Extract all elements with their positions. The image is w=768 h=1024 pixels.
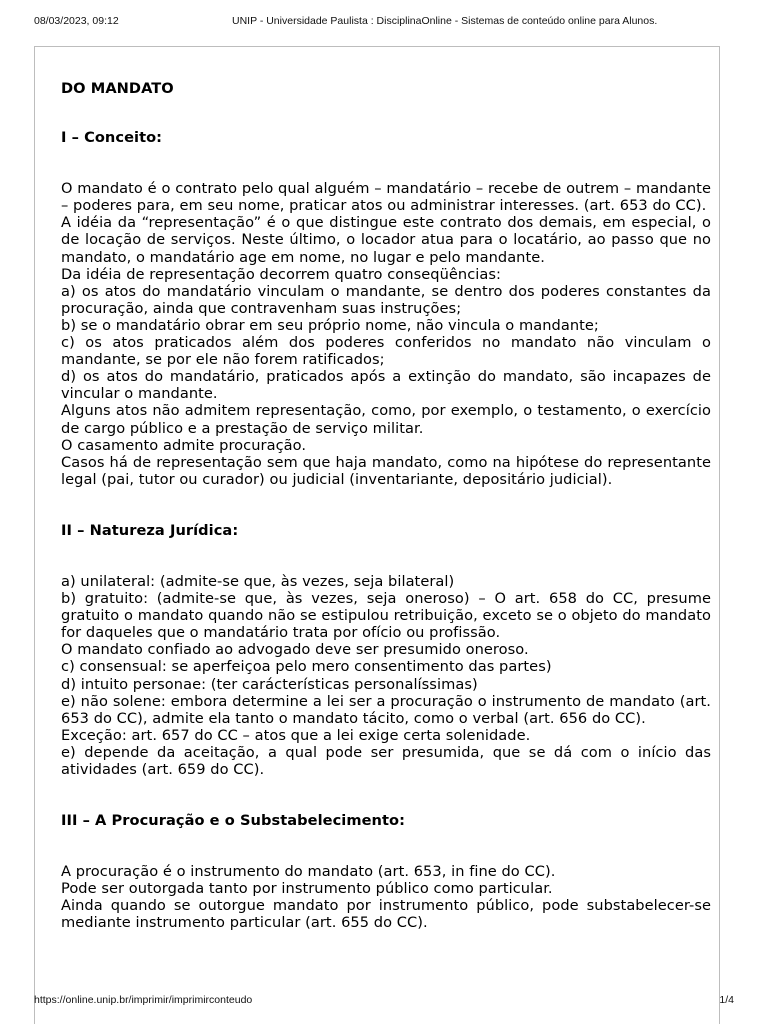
content-frame <box>34 46 720 1024</box>
paragraph: Ainda quando se outorgue mandato por instrumento público, pode substabelecer-se mediante instrumento particular (art. 655 do CC). <box>61 897 711 932</box>
list-item: d) intuito personae: (ter carácterísticas personalíssimas) <box>61 675 478 693</box>
paragraph: Alguns atos não admitem representação, como, por exemplo, o testamento, o exercício de cargo público e a prestação de serviço militar. <box>61 402 711 437</box>
list-item: e) não solene: embora determine a lei ser a procuração o instrumento de mandato (art. 653 do CC), admite ela tanto o mandato tácito, como o verbal (art. 656 do CC). <box>61 692 711 727</box>
paragraph: A procuração é o instrumento do mandato (art. 653, in fine do CC). <box>61 863 556 881</box>
paragraph: O casamento admite procuração. <box>61 436 307 454</box>
paragraph: Exceção: art. 657 do CC – atos que a lei exige certa solenidade. <box>61 726 531 744</box>
list-item: d) os atos do mandatário, praticados após a extinção do mandato, são incapazes de vincular o mandante. <box>61 368 711 403</box>
print-footer <box>34 993 734 1007</box>
section-spacer <box>61 488 711 522</box>
list-item: c) os atos praticados além dos poderes conferidos no mandato não vinculam o mandante, se por ele não forem ratificados; <box>61 334 711 369</box>
print-header <box>34 14 734 28</box>
print-url: https://online.unip.br/imprimir/imprimirconteudo <box>34 994 253 1006</box>
section-heading-procuracao: III – A Procuração e o Substabelecimento: <box>61 812 405 830</box>
paragraph: O mandato confiado ao advogado deve ser presumido oneroso. <box>61 641 529 659</box>
list-item: c) consensual: se aperfeiçoa pelo mero consentimento das partes) <box>61 658 552 676</box>
paragraph: A idéia da “representação” é o que distingue este contrato dos demais, em especial, o de locação de serviços. Neste último, o locador atua para o locatário, ao passo que no mandato, o mandatário age em nome, no lugar e pelo mandante. <box>61 214 711 266</box>
print-datetime: 08/03/2023, 09:12 <box>34 15 119 27</box>
section-heading-conceito: I – Conceito: <box>61 129 163 147</box>
list-item: a) unilateral: (admite-se que, às vezes, seja bilateral) <box>61 572 455 590</box>
paragraph: Da idéia de representação decorrem quatro conseqüências: <box>61 265 501 283</box>
list-item: b) gratuito: (admite-se que, às vezes, seja oneroso) – O art. 658 do CC, presume gratuito o mandato quando não se estipulou retribuição, exceto se o objeto do mandato for daqueles que o mandatário trata por ofício ou profissão. <box>61 590 711 642</box>
document-title: DO MANDATO <box>61 80 174 97</box>
list-item: a) os atos do mandatário vinculam o mandante, se dentro dos poderes constantes da procuração, ainda que contravenham suas instruções; <box>61 282 711 317</box>
paragraph: O mandato é o contrato pelo qual alguém – mandatário – recebe de outrem – mandante – poderes para, em seu nome, praticar atos ou administrar interesses. (art. 653 do CC). <box>61 180 711 215</box>
page-number: 1/4 <box>719 994 734 1006</box>
list-item: b) se o mandatário obrar em seu próprio nome, não vincula o mandante; <box>61 316 599 334</box>
paragraph: Casos há de representação sem que haja mandato, como na hipótese do representante legal (pai, tutor ou curador) ou judicial (inventariante, depositário judicial). <box>61 453 711 488</box>
document-body <box>61 80 711 932</box>
section-heading-natureza-juridica: II – Natureza Jurídica: <box>61 521 239 539</box>
list-item: e) depende da aceitação, a qual pode ser presumida, que se dá com o início das atividades (art. 659 do CC). <box>61 743 711 778</box>
paragraph: Pode ser outorgada tanto por instrumento público como particular. <box>61 880 553 898</box>
print-page-title: UNIP - Universidade Paulista : DisciplinaOnline - Sistemas de conteúdo online para Alunos. <box>232 15 658 27</box>
section-spacer <box>61 778 711 812</box>
